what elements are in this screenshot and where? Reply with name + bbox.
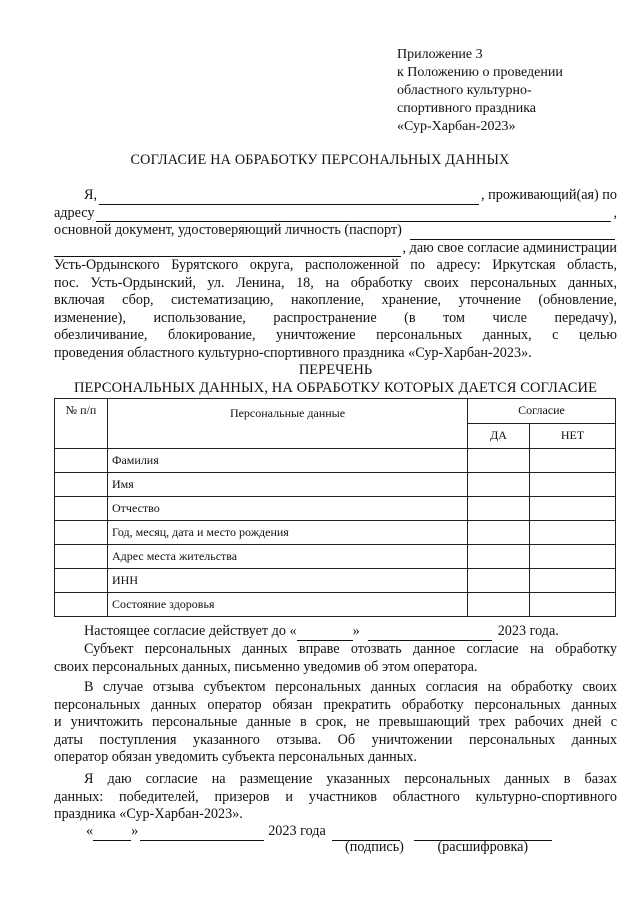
operator-duty-paragraph xyxy=(54,679,617,767)
paragraph-line: праздника «Сур-Харбан-2023». xyxy=(54,806,243,822)
appendix-line: областного культурно- xyxy=(397,83,532,98)
consent-text-line: изменение), использование, распространение (в том числе передачу), xyxy=(54,309,617,326)
withdrawal-paragraph xyxy=(54,641,617,676)
row-label: Состояние здоровья xyxy=(108,593,468,617)
paragraph-line: В случае отзыва субъектом персональных данных согласия на обработку своих xyxy=(84,679,617,695)
consent-text-line: пос. Усть-Ордынский, ул. Ленина, 18, на обработку своих персональных данных, xyxy=(54,274,617,291)
row-number-cell xyxy=(55,593,108,617)
no-cell[interactable] xyxy=(530,593,616,617)
column-header-consent: Согласие xyxy=(468,399,616,424)
yes-cell[interactable] xyxy=(468,449,530,473)
consent-text-line: обезличивание, блокирование, уничтожение персональных данных, с целью xyxy=(54,327,617,343)
row-number-cell xyxy=(55,497,108,521)
paragraph-line: оператор обязан уведомить субъекта персональных данных. xyxy=(54,749,417,765)
consent-text-line: Усть-Ордынского Бурятского округа, расположенной по адресу: Иркутская область, xyxy=(54,257,617,273)
date-close-quote: » xyxy=(131,823,139,839)
yes-cell[interactable] xyxy=(468,545,530,569)
column-header-no: НЕТ xyxy=(530,424,616,449)
row-label: Имя xyxy=(108,473,468,497)
publication-consent-paragraph xyxy=(54,771,617,824)
consent-i: Я, xyxy=(84,187,98,203)
row-number-cell xyxy=(55,473,108,497)
consent-living: , проживающий(ая) по xyxy=(481,187,617,203)
row-label: ИНН xyxy=(108,569,468,593)
table-row xyxy=(55,473,616,497)
address-field[interactable] xyxy=(96,208,611,222)
paragraph-line: даты поступления указанного отзыва. Об уничтожении персональных данных xyxy=(54,731,617,748)
consent-give: , даю свое согласие администрации xyxy=(402,239,617,256)
table-row xyxy=(55,521,616,545)
decoding-label: (расшифровка) xyxy=(437,839,529,855)
no-cell[interactable] xyxy=(530,569,616,593)
full-name-field[interactable] xyxy=(99,191,479,205)
paragraph-line: Я даю согласие на размещение указанных персональных данных в базах xyxy=(84,771,617,787)
column-header-personal-data: Персональные данные xyxy=(108,399,468,449)
row-label: Фамилия xyxy=(108,449,468,473)
signature-day-field[interactable] xyxy=(93,827,131,841)
signature-label: (подпись) xyxy=(345,839,404,855)
column-header-yes: ДА xyxy=(468,424,530,449)
paragraph-line: данных: победителей, призеров и участников областного культурно-спортивного xyxy=(54,788,617,805)
paragraph-line: своих персональных данных, письменно уведомив об этом оператора. xyxy=(54,658,478,675)
appendix-header xyxy=(397,46,627,136)
signature-year: 2023 года xyxy=(268,823,326,839)
table-row xyxy=(55,545,616,569)
row-number-cell xyxy=(55,521,108,545)
appendix-line: спортивного праздника xyxy=(397,101,537,116)
signature-month-field[interactable] xyxy=(140,827,264,841)
table-row xyxy=(55,449,616,473)
paragraph-line: Субъект персональных данных вправе отозвать данное согласие на обработку xyxy=(84,641,617,657)
date-open-quote: « xyxy=(86,823,94,839)
signature-labels xyxy=(345,839,528,857)
personal-data-table xyxy=(54,398,616,617)
row-label: Год, месяц, дата и место рождения xyxy=(108,521,468,545)
validity-prefix: Настоящее согласие действует до « xyxy=(84,623,297,639)
no-cell[interactable] xyxy=(530,545,616,569)
appendix-line: Приложение 3 xyxy=(397,47,483,62)
address-comma: , xyxy=(613,204,617,221)
paragraph-line: персональных данных оператор обязан прекратить обработку персональных данных xyxy=(54,696,617,713)
column-header-number: № п/п xyxy=(55,399,108,449)
validity-month-field[interactable] xyxy=(368,627,492,641)
row-label: Адрес места жительства xyxy=(108,545,468,569)
address-label: адресу xyxy=(54,204,95,221)
yes-cell[interactable] xyxy=(468,521,530,545)
no-cell[interactable] xyxy=(530,497,616,521)
passport-field-continued[interactable] xyxy=(54,243,401,257)
signature-block xyxy=(54,823,617,841)
table-row xyxy=(55,593,616,617)
passport-field[interactable] xyxy=(410,226,615,240)
yes-cell[interactable] xyxy=(468,593,530,617)
validity-mid: » xyxy=(352,623,360,639)
appendix-line: к Положению о проведении xyxy=(397,65,563,80)
row-number-cell xyxy=(55,569,108,593)
document-label: основной документ, удостоверяющий личность (паспорт) xyxy=(54,222,402,238)
table-row xyxy=(55,569,616,593)
table-row xyxy=(55,497,616,521)
yes-cell[interactable] xyxy=(468,473,530,497)
row-number-cell xyxy=(55,449,108,473)
validity-suffix: 2023 года. xyxy=(497,623,559,639)
no-cell[interactable] xyxy=(530,449,616,473)
document-title: СОГЛАСИЕ НА ОБРАБОТКУ ПЕРСОНАЛЬНЫХ ДАННЫХ xyxy=(130,152,510,168)
list-subtitle: ПЕРСОНАЛЬНЫХ ДАННЫХ, НА ОБРАБОТКУ КОТОРЫХ ДАЕТСЯ СОГЛАСИЕ xyxy=(73,379,598,396)
validity-day-field[interactable] xyxy=(297,627,353,641)
consent-block xyxy=(54,187,617,397)
paragraph-line: и уничтожить персональные данные в срок, не превышающий трех рабочих дней с xyxy=(54,714,617,730)
validity-block xyxy=(54,623,617,641)
yes-cell[interactable] xyxy=(468,569,530,593)
appendix-line: «Сур-Харбан-2023» xyxy=(397,119,516,134)
no-cell[interactable] xyxy=(530,521,616,545)
consent-text-line: проведения областного культурно-спортивного праздника «Сур-Харбан-2023». xyxy=(54,344,532,361)
consent-text-line: включая сбор, систематизацию, накопление, хранение, уточнение (обновление, xyxy=(54,292,617,308)
yes-cell[interactable] xyxy=(468,497,530,521)
no-cell[interactable] xyxy=(530,473,616,497)
list-title: ПЕРЕЧЕНЬ xyxy=(298,362,373,378)
row-label: Отчество xyxy=(108,497,468,521)
row-number-cell xyxy=(55,545,108,569)
